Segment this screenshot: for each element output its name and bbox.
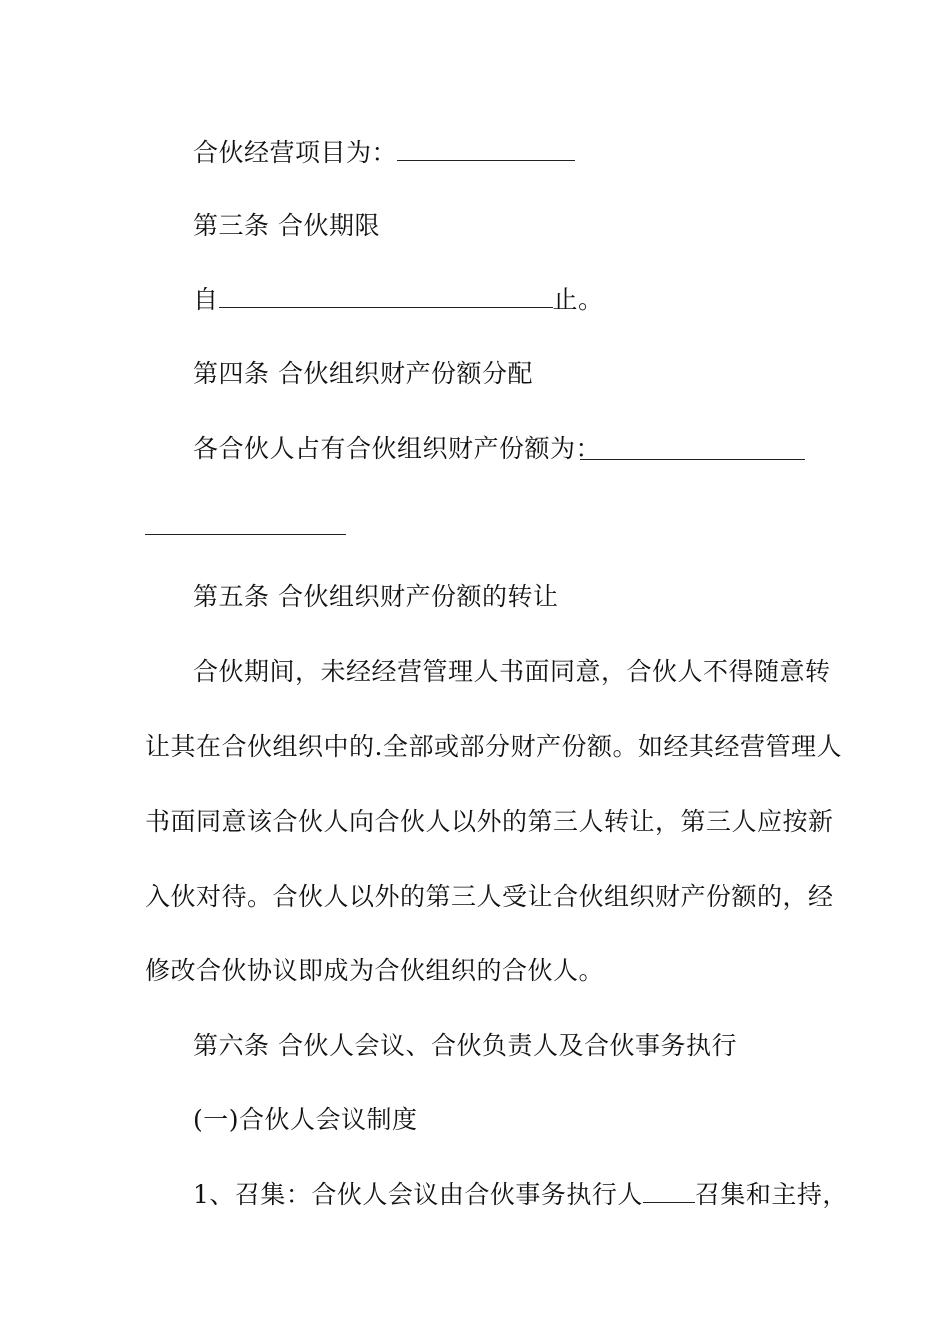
paragraph-transfer-line-3: 书面同意该合伙人向合伙人以外的第三人转让，第三人应按新 <box>145 807 834 836</box>
paragraph-shares <box>193 434 601 464</box>
paragraph-convening <box>193 1180 848 1210</box>
article-5-heading: 第五条 合伙组织财产份额的转让 <box>193 582 559 611</box>
convening-label: 1、召集：合伙人会议由合伙事务执行人 <box>193 1180 643 1209</box>
shares-blank-continued <box>145 534 346 535</box>
paragraph-business-scope <box>193 138 575 168</box>
article-3-heading: 第三条 合伙期限 <box>193 211 380 240</box>
paragraph-transfer-line-5: 修改合伙协议即成为合伙组织的合伙人。 <box>145 956 605 985</box>
shares-blank <box>580 459 805 460</box>
business-scope-blank <box>397 138 575 161</box>
term-from-label: 自 <box>193 285 219 314</box>
paragraph-term <box>193 285 604 315</box>
business-scope-label: 合伙经营项目为： <box>193 138 398 167</box>
paragraph-transfer-line-1: 合伙期间，未经经营管理人书面同意，合伙人不得随意转 <box>193 657 831 686</box>
term-blank <box>219 285 553 308</box>
shares-label: 各合伙人占有合伙组织财产份额为： <box>193 434 602 463</box>
paragraph-transfer-line-4: 入伙对待。合伙人以外的第三人受让合伙组织财产份额的，经 <box>145 882 834 911</box>
term-end-label: 止。 <box>552 285 604 314</box>
paragraph-transfer-line-2: 让其在合伙组织中的.全部或部分财产份额。如经其经营管理人 <box>145 732 842 761</box>
convening-suffix: 召集和主持， <box>694 1180 848 1209</box>
section-meeting-system-heading: (一)合伙人会议制度 <box>193 1105 418 1134</box>
convener-blank <box>643 1180 695 1203</box>
article-4-heading: 第四条 合伙组织财产份额分配 <box>193 359 533 388</box>
article-6-heading: 第六条 合伙人会议、合伙负责人及合伙事务执行 <box>193 1031 737 1060</box>
